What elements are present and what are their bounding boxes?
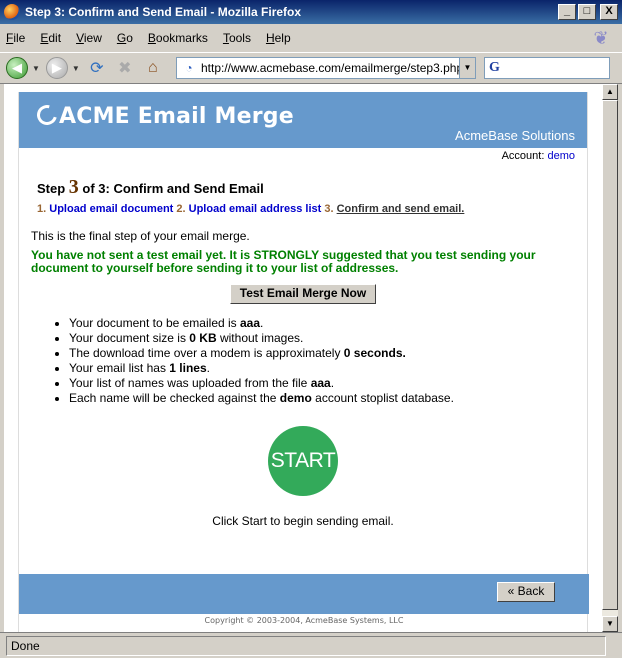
list-item: • Your document to be emailed is aaa. [69, 316, 587, 331]
start-button[interactable]: START [268, 426, 338, 496]
page-viewport [4, 84, 602, 632]
step1-num: 1. [37, 203, 47, 215]
step1-link[interactable]: Upload email document [49, 203, 174, 215]
account-link[interactable]: demo [547, 150, 575, 162]
scroll-down-icon[interactable]: ▼ [602, 616, 618, 632]
google-search-icon[interactable]: G [489, 60, 500, 75]
menu-view[interactable]: View [76, 31, 102, 45]
list-item: • Each name will be checked against the demo account stoplist database. [69, 391, 587, 406]
test-warning: You have not sent a test email yet. It is STRONGLY suggested that you test sending your document to yourself before sending it to your list of addresses. [31, 248, 536, 275]
account-info [19, 148, 587, 162]
menu-tools[interactable]: Tools [222, 31, 251, 45]
menu-help[interactable]: Help [265, 31, 291, 45]
search-bar[interactable] [484, 57, 610, 79]
reload-icon[interactable]: ⟳ [90, 60, 104, 77]
step-title [37, 176, 587, 199]
page-icon: ◔ [185, 61, 193, 75]
page-footer [19, 574, 589, 614]
menu-bar [0, 24, 622, 52]
close-button[interactable]: X [600, 4, 618, 20]
status-bar [0, 632, 622, 658]
list-item: • Your email list has 1 lines. [69, 361, 587, 376]
status-text: Done [6, 636, 606, 656]
forward-arrow-icon[interactable]: ▶ [46, 57, 68, 79]
step3-num: 3. [324, 203, 334, 215]
minimize-button[interactable]: _ [558, 4, 576, 20]
scroll-thumb[interactable] [602, 100, 618, 610]
stop-icon[interactable]: ✖ [118, 60, 132, 77]
menu-bookmarks[interactable]: Bookmarks [147, 31, 208, 45]
back-dropdown-icon[interactable]: ▼ [32, 63, 40, 73]
app-logo [37, 104, 294, 129]
copyright-text: Copyright © 2003-2004, AcmeBase Systems, LLC [204, 616, 404, 625]
step3-current: Confirm and send email. [336, 203, 465, 215]
start-instructions: Click Start to begin sending email. [212, 514, 394, 528]
firefox-icon [4, 4, 20, 20]
vertical-scrollbar[interactable] [602, 84, 618, 632]
forward-dropdown-icon[interactable]: ▼ [71, 63, 80, 73]
list-item: • Your list of names was uploaded from the file aaa. [69, 376, 587, 391]
test-email-merge-button[interactable]: Test Email Merge Now [230, 284, 376, 304]
url-dropdown-icon[interactable]: ▼ [459, 58, 475, 78]
maximize-button[interactable]: □ [578, 4, 596, 20]
search-input[interactable] [504, 60, 604, 76]
back-arrow-icon[interactable]: ◀ [6, 57, 28, 79]
step-suffix: of 3: Confirm and Send Email [82, 181, 264, 196]
step2-num: 2. [176, 203, 186, 215]
home-icon[interactable]: ⌂ [148, 59, 158, 76]
merge-details-list [69, 316, 587, 406]
list-item: • The download time over a modem is approximately 0 seconds. [69, 346, 587, 361]
address-bar[interactable] [176, 57, 476, 79]
company-name: AcmeBase Solutions [455, 128, 575, 143]
window-titlebar [0, 0, 622, 24]
page-content [18, 92, 588, 632]
list-item: • Your document size is 0 KB without images. [69, 331, 587, 346]
menu-edit[interactable]: Edit [40, 31, 62, 45]
step-prefix: Step [37, 181, 66, 196]
steps-nav [37, 203, 587, 215]
step-number: 3 [68, 176, 79, 198]
page-header [19, 92, 587, 148]
logo-ring-icon [33, 101, 60, 128]
scroll-up-icon[interactable]: ▲ [602, 84, 618, 100]
throbber-icon: ❦ [593, 28, 609, 48]
account-label: Account: [501, 150, 545, 162]
menu-file[interactable]: File [6, 31, 26, 45]
url-input[interactable] [201, 61, 459, 75]
intro-text: This is the final step of your email merge. [31, 229, 250, 243]
menu-go[interactable]: Go [116, 31, 133, 45]
logo-text: ACME Email Merge [59, 104, 294, 129]
step2-link[interactable]: Upload email address list [188, 203, 322, 215]
window-title: Step 3: Confirm and Send Email - Mozilla Firefox [25, 5, 302, 19]
back-button[interactable]: « Back [497, 582, 555, 602]
